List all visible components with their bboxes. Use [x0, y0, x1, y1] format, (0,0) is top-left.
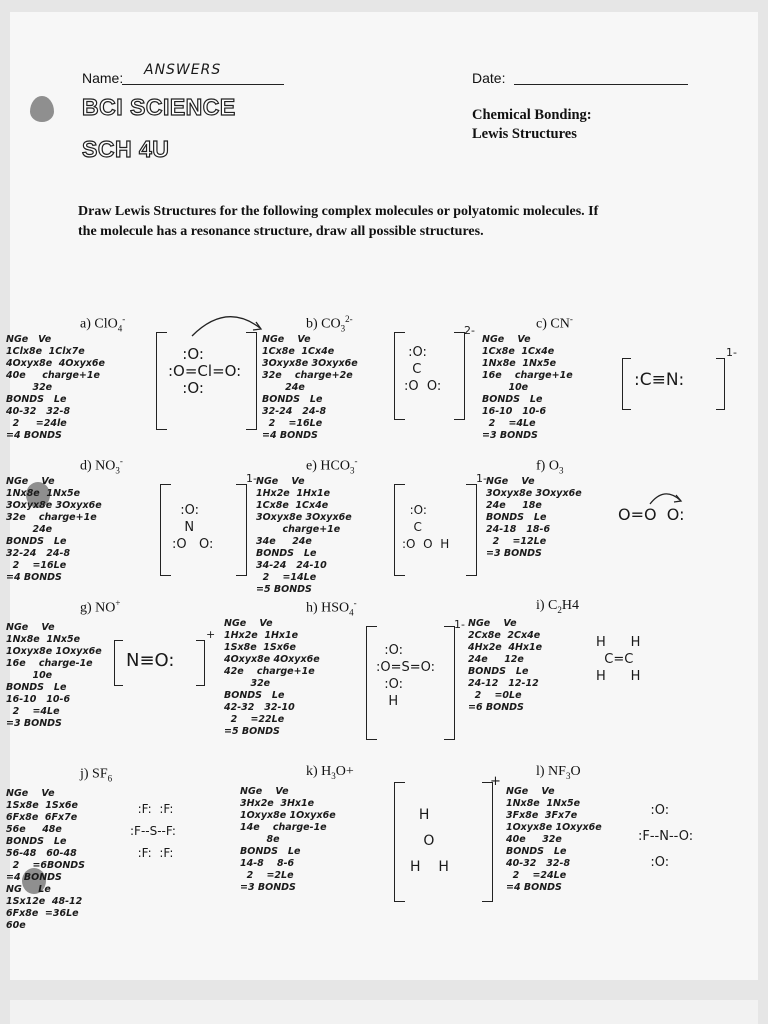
question-b-label: b) $CO_3^{2-}$	[306, 314, 353, 334]
bracket-g-right	[196, 640, 205, 686]
bracket-d-left	[160, 484, 171, 576]
work-a: NGe Ve 1Clx8e 1Clx7e 4Oxyx8e 4Oxyx6e 40e charge+1e 32e BONDS Le 40-32 32-8 2 =24le =4 BONDS	[6, 334, 105, 441]
lewis-structure-k: H O H H	[410, 807, 449, 875]
resonance-arrow-f	[646, 486, 686, 506]
question-h-label: h) $HSO_4^-$	[306, 598, 357, 618]
work-l: NGe Ve 1Nx8e 1Nx5e 3Fx8e 3Fx7e 1Oxyx8e 1Oxyx6e 40e 32e BONDS Le 40-32 32-8 2 =24Le =4 BONDS	[506, 786, 602, 893]
name-label: Name:	[82, 70, 124, 86]
work-j: NGe Ve 1Sx8e 1Sx6e 6Fx8e 6Fx7e 56e 48e BONDS Le 56-48 60-48 2 =6BONDS =4 BONDS NG Le 1Sx12e 48-12 6Fx8e =36Le 60e	[6, 788, 86, 931]
question-e-label: e) $HCO_3^-$	[306, 456, 358, 476]
lewis-structure-j: :F: :F: :F--S--F: :F: :F:	[130, 802, 176, 860]
work-k: NGe Ve 3Hx2e 3Hx1e 1Oxyx8e 1Oxyx6e 14e charge-1e 8e BONDS Le 14-8 8-6 2 =2Le =3 BONDS	[240, 786, 336, 893]
bracket-c-right	[716, 358, 725, 410]
date-label: Date:	[472, 70, 506, 86]
work-f: NGe Ve 3Oxyx8e 3Oxyx6e 24e 18e BONDS Le 24-18 18-6 2 =12Le =3 BONDS	[486, 476, 582, 559]
name-line	[122, 84, 284, 85]
bracket-b-right	[454, 332, 465, 420]
question-j-label: j) $SF_6$	[80, 766, 113, 784]
topic-line-1: Chemical Bonding:	[472, 107, 592, 123]
work-d: NGe Ve 1Nx8e 1Nx5e 3Oxyx8e 3Oxyx6e 32e charge+1e 24e BONDS Le 32-24 24-8 2 =16Le =4 BONDS	[6, 476, 102, 583]
lewis-structure-l: :O: :F--N--O: :O:	[638, 803, 694, 870]
instructions-line-2: the molecule has a resonance structure, draw all possible structures.	[78, 224, 484, 239]
lewis-structure-b: :O: C :O O:	[404, 345, 442, 394]
lewis-structure-e: :O: C :O O H	[402, 503, 450, 551]
lewis-structure-a: :O: :O=Cl=O: :O:	[168, 345, 242, 397]
lewis-structure-h: :O: :O=S=O: :O: H	[376, 643, 436, 709]
charge-b: 2-	[464, 324, 475, 337]
charge-e: 1-	[476, 472, 487, 485]
resonance-arrow-a	[186, 308, 266, 338]
date-line	[514, 84, 688, 85]
bracket-h-right	[444, 626, 455, 740]
question-k-label: k) $H_3O+$	[306, 764, 354, 781]
bracket-c-left	[622, 358, 631, 410]
question-f-label: f) $O_3$	[536, 458, 564, 476]
work-b: NGe Ve 1Cx8e 1Cx4e 3Oxyx8e 3Oxyx6e 32e charge+2e 24e BONDS Le 32-24 24-8 2 =16Le =4 BONDS	[262, 334, 358, 441]
charge-h: 1-	[454, 618, 465, 631]
work-e: NGe Ve 1Hx2e 1Hx1e 1Cx8e 1Cx4e 3Oxyx8e 3Oxyx6e charge+1e 34e 24e BONDS Le 34-24 24-10 2 =14Le =5 BONDS	[256, 476, 352, 595]
question-g-label: g) NO+	[80, 598, 121, 616]
bracket-g-left	[114, 640, 123, 686]
bracket-k-left	[394, 782, 405, 902]
bracket-a-right	[246, 332, 257, 430]
question-c-label: c) CN-	[536, 314, 573, 332]
charge-d: 1-	[246, 472, 257, 485]
name-value: ANSWERS	[144, 62, 222, 78]
question-a-label: a) ClO$_4$-	[80, 314, 126, 334]
work-g: NGe Ve 1Nx8e 1Nx5e 1Oxyx8e 1Oxyx6e 16e charge-1e 10e BONDS Le 16-10 10-6 2 =4Le =3 BONDS	[6, 622, 102, 729]
work-h: NGe Ve 1Hx2e 1Hx1e 1Sx8e 1Sx6e 4Oxyx8e 4Oxyx6e 42e charge+1e 32e BONDS Le 42-32 32-10 2 =22Le =5 BONDS	[224, 618, 320, 737]
question-d-label: d) $NO_3^-$	[80, 456, 123, 476]
lewis-structure-d: :O: N :O O:	[172, 503, 214, 552]
lewis-structure-g: N≡O:	[126, 650, 175, 671]
bracket-d-right	[236, 484, 247, 576]
lewis-structure-f: O=O O:	[618, 505, 685, 524]
topic-line-2: Lewis Structures	[472, 126, 577, 142]
worksheet-page	[6, 12, 758, 980]
punch-hole-top	[30, 96, 54, 122]
work-i: NGe Ve 2Cx8e 2Cx4e 4Hx2e 4Hx1e 24e 12e BONDS Le 24-12 12-12 2 =0Le =6 BONDS	[468, 618, 543, 713]
school-name: BCI SCIENCE	[82, 94, 236, 120]
question-l-label: l) $NF_3O$	[536, 764, 581, 781]
question-i-label: i) $C_2H4$	[536, 598, 580, 615]
bracket-a-left	[156, 332, 167, 430]
lewis-structure-i: H H C=C H H	[596, 635, 641, 684]
next-page-edge	[10, 1000, 758, 1024]
charge-c: 1-	[726, 346, 737, 359]
instructions-line-1: Draw Lewis Structures for the following complex molecules or polyatomic molecules. If	[78, 204, 599, 219]
charge-g: +	[206, 628, 216, 641]
work-c: NGe Ve 1Cx8e 1Cx4e 1Nx8e 1Nx5e 16e charge+1e 10e BONDS Le 16-10 10-6 2 =4Le =3 BONDS	[482, 334, 573, 441]
charge-k: +	[490, 774, 501, 789]
course-code: SCH 4U	[82, 136, 170, 162]
bracket-k-right	[482, 782, 493, 902]
lewis-structure-c: :C≡N:	[634, 370, 685, 390]
bracket-e-right	[466, 484, 477, 576]
